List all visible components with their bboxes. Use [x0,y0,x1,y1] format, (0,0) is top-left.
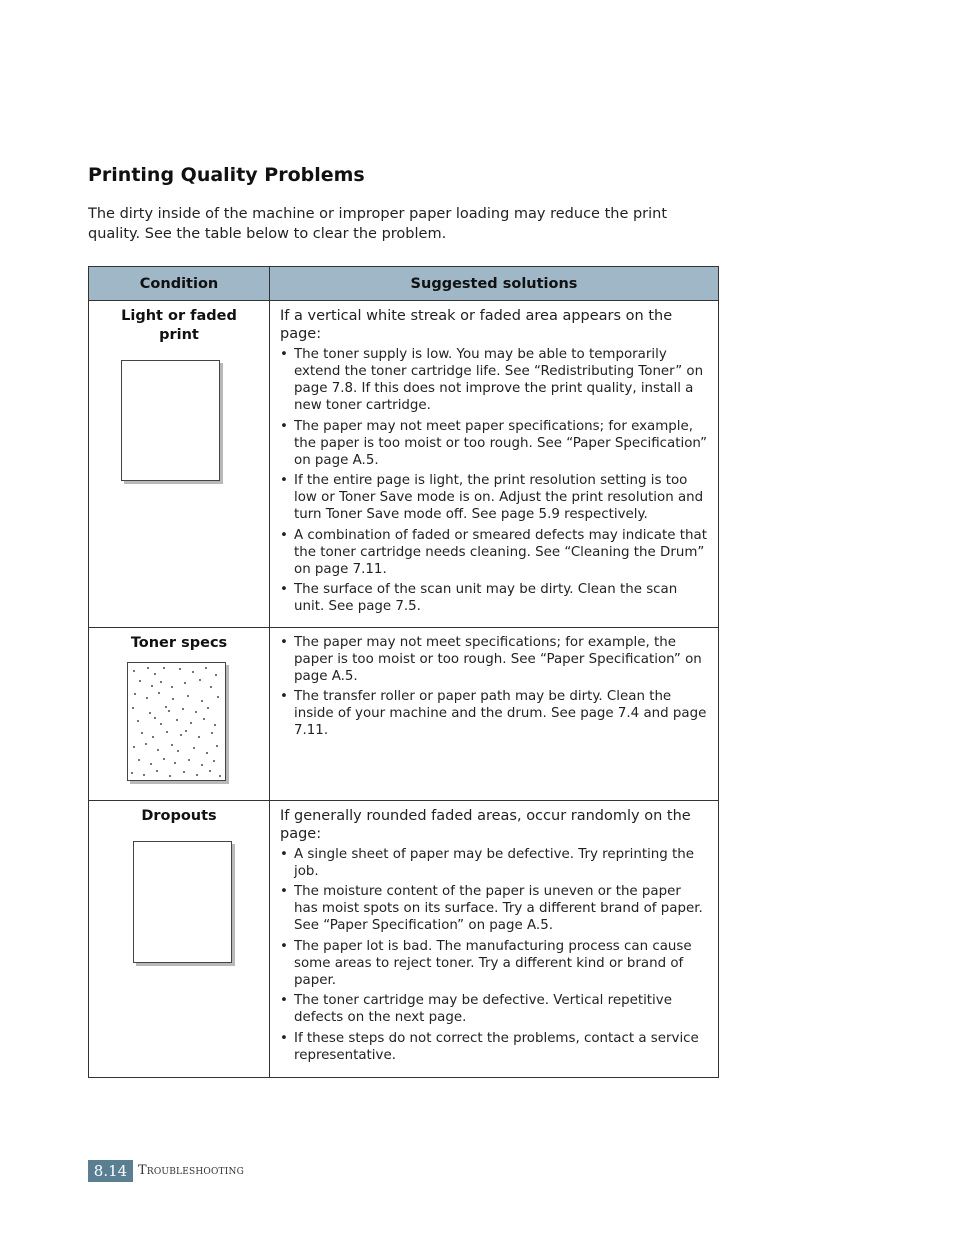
list-item: • A single sheet of paper may be defective. Try reprinting the job. [280,846,708,880]
list-item: • If these steps do not correct the problems, contact a service representative. [280,1030,708,1064]
section-label: Troubleshooting [138,1163,244,1178]
table-row [89,627,719,800]
list-item: • A combination of faded or smeared defects may indicate that the toner cartridge needs cleaning. See “Cleaning the Drum” on page 7.11. [280,527,708,578]
condition-label: Toner specs [130,634,228,651]
speckled-page-icon [127,662,226,781]
condition-cell [89,301,270,628]
list-item: • If the entire page is light, the print resolution setting is too low or Toner Save mode is on. Adjust the print resolution and turn Toner Save mode off. See page 5.9 respectively. [280,472,708,523]
list-item: • The toner supply is low. You may be able to temporarily extend the toner cartridge life. See “Redistributing Toner” on page 7.8. If this does not improve the print quality, install a new toner cartridge. [280,346,708,414]
condition-cell [89,627,270,800]
condition-label: Light or faded print [121,308,237,343]
list-item: • The transfer roller or paper path may be dirty. Clean the inside of your machine and the drum. See page 7.4 and page 7.11. [280,688,708,739]
intro-paragraph: The dirty inside of the machine or improper paper loading may reduce the print quality. See the table below to clear the problem. [88,206,668,242]
solution-lead: If generally rounded faded areas, occur randomly on the page: [280,807,691,842]
list-item: • The surface of the scan unit may be dirty. Clean the scan unit. See page 7.5. [280,581,708,615]
condition-label: Dropouts [141,807,217,824]
list-item: • The paper may not meet paper specifications; for example, the paper is too moist or too rough. See “Paper Specification” on page A.5. [280,418,708,469]
table-row [89,800,719,1077]
list-item: • The paper may not meet specifications; for example, the paper is too moist or too rough. See “Paper Specification” on page A.5. [280,634,708,685]
blank-page-icon [121,360,220,481]
list-item: • The moisture content of the paper is uneven or the paper has moist spots on its surface. Try a different brand of paper. See “Paper Specification” on page A.5. [280,883,708,934]
page-number-badge: 8.14 [88,1160,133,1182]
list-item: • The toner cartridge may be defective. Vertical repetitive defects on the next page. [280,992,708,1026]
header-solutions: Suggested solutions [270,267,719,301]
solution-list [280,846,708,1064]
solution-cell [270,301,719,628]
blank-page-icon [133,841,232,963]
solution-list [280,634,708,740]
list-item: • The paper lot is bad. The manufacturing process can cause some areas to reject toner. Try a different kind or brand of paper. [280,938,708,989]
header-condition: Condition [89,267,270,301]
quality-problems-table [88,266,719,1078]
table-header-row [89,267,719,301]
solution-cell [270,627,719,800]
condition-cell [89,800,270,1077]
solution-cell [270,800,719,1077]
toner-specs-dots [128,663,225,780]
table-row [89,301,719,628]
solution-lead: If a vertical white streak or faded area appears on the page: [280,308,673,342]
page-title: Printing Quality Problems [88,164,365,186]
solution-list [280,346,708,615]
